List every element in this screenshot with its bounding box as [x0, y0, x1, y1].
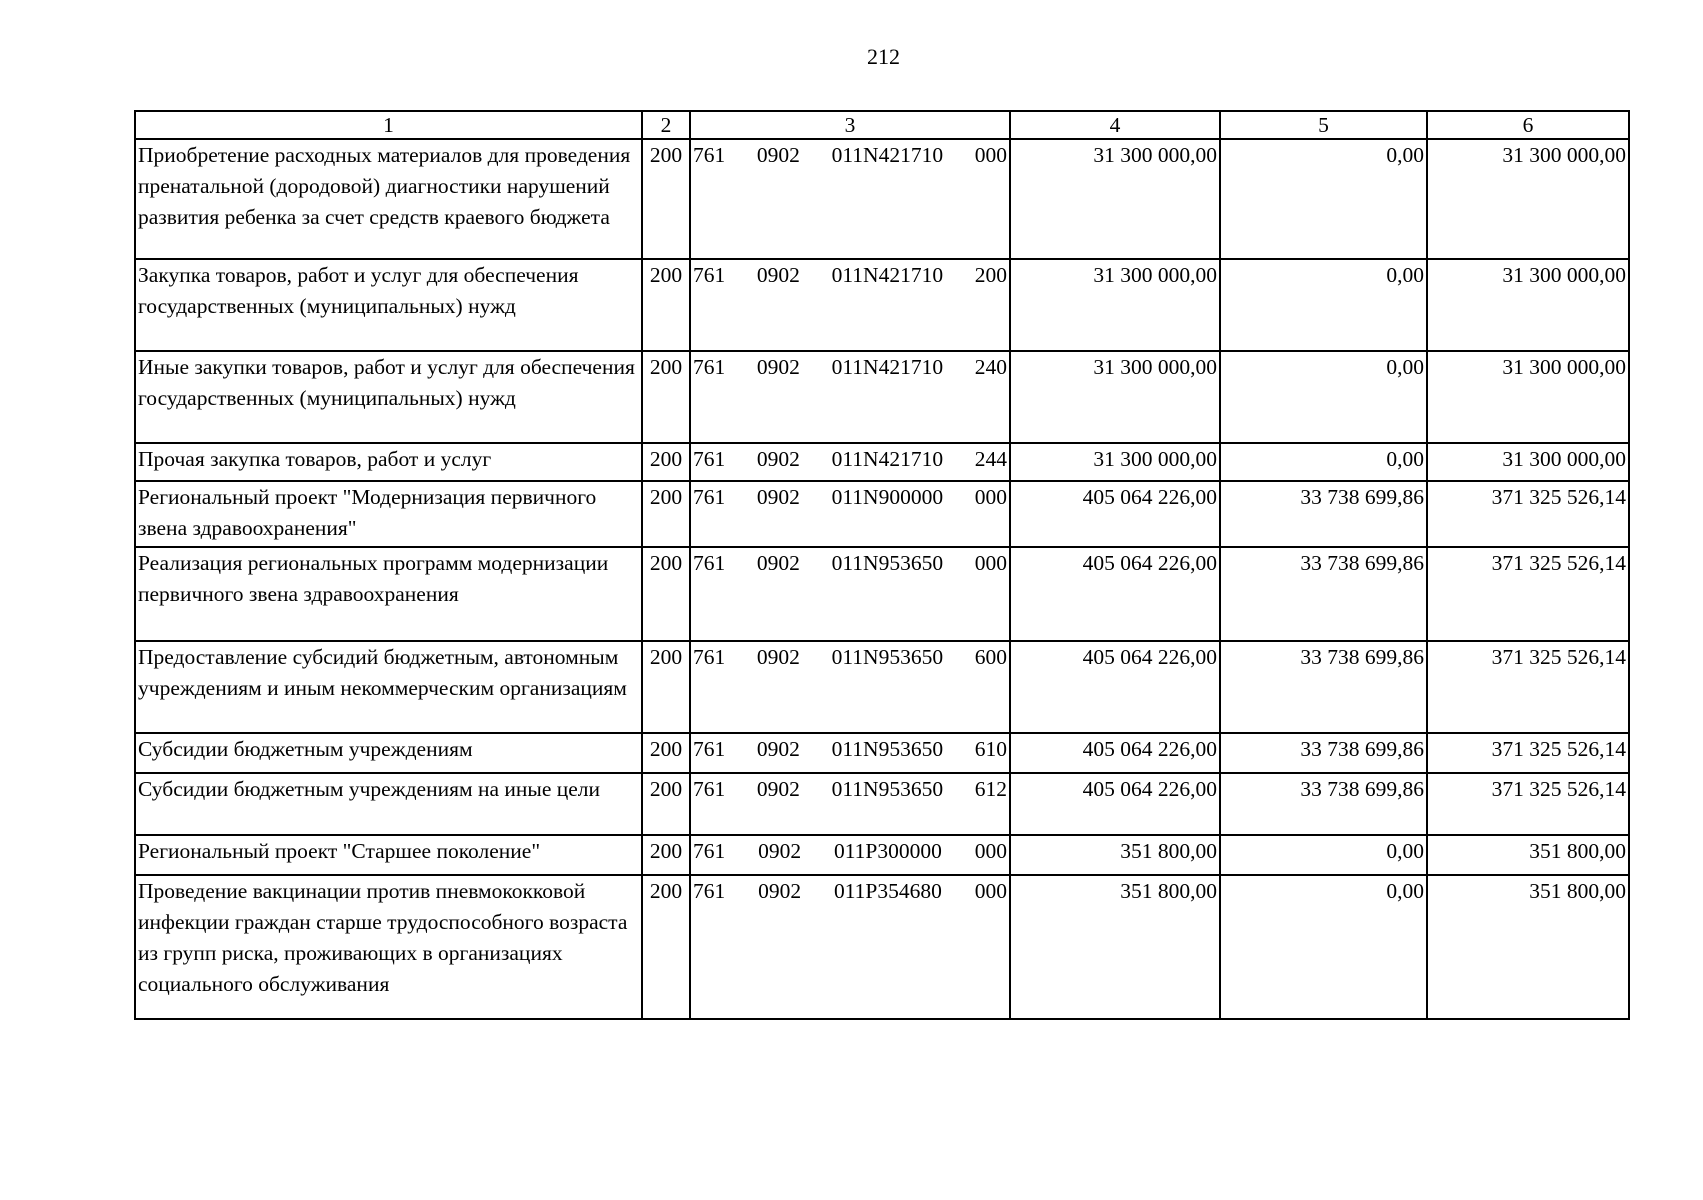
row-target: 011N421710 — [831, 143, 944, 167]
row-col5: 33 738 699,86 — [1220, 733, 1427, 773]
row-target: 011P354680 — [833, 879, 942, 903]
row-col5: 33 738 699,86 — [1220, 773, 1427, 835]
row-grbs: 761 — [693, 879, 726, 903]
budget-table — [134, 110, 1630, 1020]
table-row — [135, 481, 1629, 547]
row-classification — [690, 547, 1010, 641]
header-cell-3: 3 — [690, 111, 1010, 139]
row-kvr: 600 — [974, 645, 1007, 669]
row-name: Предоставление субсидий бюджетным, автономным учреждениям и иным некоммерческим организациям — [135, 641, 642, 733]
row-section: 0902 — [758, 839, 802, 863]
row-col5: 0,00 — [1220, 443, 1427, 481]
row-name: Реализация региональных программ модернизации первичного звена здравоохранения — [135, 547, 642, 641]
row-col4: 31 300 000,00 — [1010, 351, 1220, 443]
row-col5: 33 738 699,86 — [1220, 641, 1427, 733]
page-number: 212 — [867, 44, 900, 69]
row-target: 011N421710 — [831, 263, 944, 287]
row-grbs: 761 — [693, 143, 726, 167]
row-col5: 0,00 — [1220, 259, 1427, 351]
row-col6: 31 300 000,00 — [1427, 443, 1629, 481]
row-kvr: 000 — [974, 879, 1007, 903]
table-row — [135, 733, 1629, 773]
row-grbs: 761 — [693, 777, 726, 801]
row-section: 0902 — [756, 777, 800, 801]
row-target: 011N953650 — [831, 777, 944, 801]
row-col4: 405 064 226,00 — [1010, 547, 1220, 641]
row-col4: 405 064 226,00 — [1010, 641, 1220, 733]
row-classification — [690, 641, 1010, 733]
row-grbs: 761 — [693, 485, 726, 509]
row-code: 200 — [642, 875, 690, 1019]
row-col6: 31 300 000,00 — [1427, 139, 1629, 259]
row-target: 011N900000 — [831, 485, 944, 509]
row-code: 200 — [642, 547, 690, 641]
table-row — [135, 351, 1629, 443]
row-code: 200 — [642, 139, 690, 259]
row-classification — [690, 443, 1010, 481]
row-grbs: 761 — [693, 447, 726, 471]
row-col5: 33 738 699,86 — [1220, 481, 1427, 547]
header-cell-4: 4 — [1010, 111, 1220, 139]
row-name: Региональный проект "Старшее поколение" — [135, 835, 642, 875]
header-cell-2: 2 — [642, 111, 690, 139]
row-code: 200 — [642, 835, 690, 875]
row-classification — [690, 139, 1010, 259]
row-section: 0902 — [756, 551, 800, 575]
row-name: Проведение вакцинации против пневмококковой инфекции граждан старше трудоспособного возраста из групп риска, проживающих в организациях социального обслуживания — [135, 875, 642, 1019]
row-kvr: 000 — [974, 551, 1007, 575]
row-section: 0902 — [756, 737, 800, 761]
row-name: Прочая закупка товаров, работ и услуг — [135, 443, 642, 481]
row-grbs: 761 — [693, 355, 726, 379]
row-classification — [690, 773, 1010, 835]
row-section: 0902 — [756, 447, 800, 471]
row-col4: 31 300 000,00 — [1010, 139, 1220, 259]
table-row — [135, 835, 1629, 875]
row-classification — [690, 733, 1010, 773]
row-grbs: 761 — [693, 737, 726, 761]
row-grbs: 761 — [693, 645, 726, 669]
row-kvr: 000 — [974, 485, 1007, 509]
row-target: 011P300000 — [833, 839, 942, 863]
row-classification — [690, 835, 1010, 875]
row-target: 011N953650 — [831, 645, 944, 669]
table-row — [135, 773, 1629, 835]
row-name: Иные закупки товаров, работ и услуг для обеспечения государственных (муниципальных) нужд — [135, 351, 642, 443]
row-classification — [690, 481, 1010, 547]
table-row — [135, 547, 1629, 641]
row-kvr: 200 — [974, 263, 1007, 287]
row-col5: 0,00 — [1220, 835, 1427, 875]
row-col4: 31 300 000,00 — [1010, 443, 1220, 481]
row-name: Закупка товаров, работ и услуг для обеспечения государственных (муниципальных) нужд — [135, 259, 642, 351]
row-code: 200 — [642, 259, 690, 351]
row-target: 011N953650 — [831, 551, 944, 575]
row-col6: 351 800,00 — [1427, 835, 1629, 875]
row-col4: 405 064 226,00 — [1010, 733, 1220, 773]
row-target: 011N421710 — [831, 447, 944, 471]
row-section: 0902 — [756, 645, 800, 669]
row-code: 200 — [642, 641, 690, 733]
row-classification — [690, 351, 1010, 443]
row-code: 200 — [642, 733, 690, 773]
table-header-row — [135, 111, 1629, 139]
row-grbs: 761 — [693, 263, 726, 287]
row-code: 200 — [642, 481, 690, 547]
table-row — [135, 139, 1629, 259]
row-code: 200 — [642, 773, 690, 835]
row-name: Субсидии бюджетным учреждениям на иные цели — [135, 773, 642, 835]
table-row — [135, 641, 1629, 733]
row-section: 0902 — [756, 485, 800, 509]
row-section: 0902 — [758, 879, 802, 903]
table-body — [135, 111, 1629, 1019]
row-col6: 371 325 526,14 — [1427, 547, 1629, 641]
row-col6: 371 325 526,14 — [1427, 733, 1629, 773]
row-code: 200 — [642, 443, 690, 481]
header-cell-6: 6 — [1427, 111, 1629, 139]
row-col6: 371 325 526,14 — [1427, 773, 1629, 835]
header-cell-1: 1 — [135, 111, 642, 139]
row-kvr: 000 — [974, 839, 1007, 863]
row-section: 0902 — [756, 355, 800, 379]
row-name: Региональный проект "Модернизация первичного звена здравоохранения" — [135, 481, 642, 547]
row-kvr: 244 — [974, 447, 1007, 471]
row-col4: 405 064 226,00 — [1010, 481, 1220, 547]
row-section: 0902 — [756, 143, 800, 167]
header-cell-5: 5 — [1220, 111, 1427, 139]
row-col5: 0,00 — [1220, 875, 1427, 1019]
row-name: Приобретение расходных материалов для проведения пренатальной (дородовой) диагностики нарушений развития ребенка за счет средств краевого бюджета — [135, 139, 642, 259]
row-col4: 405 064 226,00 — [1010, 773, 1220, 835]
table-row — [135, 443, 1629, 481]
row-kvr: 000 — [974, 143, 1007, 167]
row-col6: 351 800,00 — [1427, 875, 1629, 1019]
row-col5: 33 738 699,86 — [1220, 547, 1427, 641]
row-col4: 31 300 000,00 — [1010, 259, 1220, 351]
row-classification — [690, 259, 1010, 351]
row-col5: 0,00 — [1220, 351, 1427, 443]
row-kvr: 240 — [974, 355, 1007, 379]
table-row — [135, 259, 1629, 351]
row-kvr: 612 — [974, 777, 1007, 801]
row-name: Субсидии бюджетным учреждениям — [135, 733, 642, 773]
row-section: 0902 — [756, 263, 800, 287]
row-col4: 351 800,00 — [1010, 835, 1220, 875]
row-code: 200 — [642, 351, 690, 443]
row-target: 011N421710 — [831, 355, 944, 379]
row-classification — [690, 875, 1010, 1019]
row-kvr: 610 — [974, 737, 1007, 761]
row-col6: 371 325 526,14 — [1427, 481, 1629, 547]
row-col6: 371 325 526,14 — [1427, 641, 1629, 733]
row-target: 011N953650 — [831, 737, 944, 761]
row-col6: 31 300 000,00 — [1427, 259, 1629, 351]
row-grbs: 761 — [693, 551, 726, 575]
row-col6: 31 300 000,00 — [1427, 351, 1629, 443]
row-col5: 0,00 — [1220, 139, 1427, 259]
table-row — [135, 875, 1629, 1019]
row-col4: 351 800,00 — [1010, 875, 1220, 1019]
row-grbs: 761 — [693, 839, 726, 863]
